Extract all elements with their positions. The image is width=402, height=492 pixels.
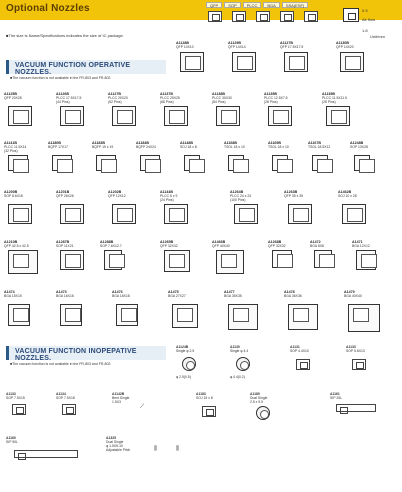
sip-nozzle-shape	[14, 450, 78, 458]
item-desc: SOP 7.5X15	[6, 396, 25, 400]
item-code: A1161	[330, 392, 340, 396]
inop-item-4	[346, 345, 365, 353]
item-desc: SOP 11X21	[56, 244, 74, 248]
item-code: A1127B	[108, 92, 121, 96]
nozzle-shape	[340, 52, 364, 72]
nozzle-item	[56, 190, 108, 228]
package-tabs	[206, 2, 310, 8]
item-code: A1180B	[48, 141, 61, 145]
nozzle-item	[4, 290, 54, 336]
nozzle-shape	[202, 406, 216, 417]
dim-label: φ 2.5(0.5)	[176, 375, 191, 379]
nozzle-item	[176, 41, 228, 79]
nozzle-item	[268, 141, 308, 179]
item-desc: BGA 35X35	[224, 294, 242, 298]
nozzle-shape	[216, 250, 244, 274]
nozzle-item	[308, 141, 348, 179]
item-code: A1471	[352, 240, 363, 244]
item-desc: QFP 20X28	[4, 96, 22, 100]
nozzle-item	[92, 141, 136, 179]
nozzle-shape	[112, 204, 136, 224]
nozzle-shape	[8, 304, 30, 326]
item-desc: BQFP 17X17	[48, 145, 68, 149]
nozzle-icon-plcc	[256, 11, 270, 22]
inop-item-3	[290, 345, 309, 353]
item-code: A1134	[56, 392, 66, 396]
item-code: A1128B	[176, 41, 189, 45]
item-desc: SOJ 15 x 8	[196, 396, 213, 400]
nozzle-shape	[314, 250, 332, 268]
nozzle-item	[352, 240, 398, 278]
item-desc: Dual Single φ 1.5X5-10 Adjustable Pitch	[106, 440, 131, 452]
nozzle-shape	[60, 106, 84, 126]
item-desc: BGA 16X16	[56, 294, 74, 298]
item-desc: PLCC 30X30 (84 Pins)	[212, 96, 232, 104]
item-desc: QFP 42.5 x 42.5	[4, 244, 29, 248]
item-desc: BGA 15X15	[4, 294, 22, 298]
nozzle-item	[4, 240, 56, 278]
item-code: A1479	[344, 290, 355, 294]
item-code: A1210B	[4, 240, 18, 244]
item-code: A1138B	[212, 92, 225, 96]
nozzle-item	[4, 141, 50, 179]
nozzle-shape	[164, 204, 188, 224]
item-code: A1160	[6, 436, 16, 440]
item-code: A1137B	[160, 92, 173, 96]
nozzle-shape	[216, 106, 240, 126]
nozzle-item	[350, 141, 398, 179]
item-code: A1476	[112, 290, 123, 294]
item-code: A1201B	[56, 190, 70, 194]
nozzle-item	[228, 41, 280, 79]
item-code: A1125B	[4, 92, 17, 96]
item-desc: TSOL 18 x 10	[224, 145, 245, 149]
nozzle-item	[322, 92, 374, 130]
dim-label: φ 4.4(0.2)	[230, 375, 245, 379]
item-desc: Single φ 2.5	[176, 349, 195, 353]
nozzle-shape	[116, 304, 138, 326]
nozzle-shape	[180, 52, 204, 72]
nozzle-item	[168, 290, 220, 336]
size-note: ■The size is Name/Specifications indicates the size of IC package.	[6, 33, 124, 38]
item-desc: BGA 18X18	[112, 294, 130, 298]
item-code: A1126B	[56, 92, 69, 96]
operative-sub: ■The vacuum function is not available in the FR-803 and FR-802.	[10, 76, 112, 80]
inop-item-12	[106, 436, 130, 452]
nozzle-item	[224, 141, 268, 179]
item-code: A1189	[250, 392, 260, 396]
item-code: A1287B	[56, 240, 70, 244]
item-code: A1133	[6, 392, 16, 396]
item-desc: PLCC 17.5X17.5 (44 Pins)	[56, 96, 82, 104]
item-desc: SIP 25L	[330, 396, 343, 400]
item-desc: TSOL 18 x 10	[268, 145, 289, 149]
dual-single-nozzle-icon: ⫼	[176, 446, 179, 452]
nozzle-item	[136, 141, 180, 179]
item-desc: SOP 13X28	[350, 145, 368, 149]
nozzle-item	[338, 190, 390, 228]
item-desc: QFP 32X32	[160, 244, 178, 248]
item-code: A1129B	[228, 41, 241, 45]
nozzle-shape	[326, 106, 350, 126]
bent-nozzle-icon: ⟋	[140, 404, 145, 410]
item-desc: SOP 4.4X10	[290, 349, 309, 353]
nozzle-item	[284, 290, 340, 336]
item-code: A1462B	[338, 190, 352, 194]
page-title: Optional Nozzles	[6, 3, 90, 14]
nozzle-shape	[268, 106, 292, 126]
item-code: A1263B	[284, 190, 298, 194]
item-desc: PLCC 24 x 24 (100 Pins)	[230, 194, 252, 202]
item-desc: PLCC 12.5X7.5 (28 Pins)	[264, 96, 288, 104]
nozzle-icon-bga	[280, 11, 294, 22]
nozzle-item	[112, 290, 162, 336]
item-code: A1167B	[308, 141, 321, 145]
item-desc: SOJ 10 x 28	[338, 194, 357, 198]
item-code: A1184B	[136, 141, 149, 145]
nozzle-shape	[348, 304, 380, 332]
item-desc: SOP 5.6X13	[346, 349, 365, 353]
nozzle-item	[56, 290, 106, 336]
nozzle-shape	[234, 204, 258, 224]
dual-nozzle-icon	[256, 406, 270, 420]
title-bar	[0, 0, 402, 20]
item-desc: Dual Single 2.5 x 9.5	[250, 396, 268, 404]
item-code: A1148B	[180, 141, 193, 145]
item-desc: SOP 7.6X12.7	[100, 244, 122, 248]
item-code: A1130B	[336, 41, 349, 45]
nozzle-shape	[228, 304, 258, 330]
item-desc: QFP 12X12	[108, 194, 126, 198]
item-code: A1144B	[160, 190, 173, 194]
legend-top: 0.9	[362, 8, 368, 13]
nozzle-item	[56, 92, 108, 130]
item-desc: BGA 12X12	[352, 244, 370, 248]
item-desc: SOP 7.5X18	[56, 396, 75, 400]
item-code: A1466B	[212, 240, 226, 244]
nozzle-shape	[8, 155, 28, 171]
nozzle-shape	[296, 359, 310, 370]
nozzle-item	[108, 190, 160, 228]
nozzle-shape	[60, 304, 82, 326]
item-code: A1127B	[280, 41, 293, 45]
nozzle-item	[160, 92, 212, 130]
nozzle-shape	[232, 52, 256, 72]
nozzle-shape	[52, 155, 72, 171]
item-desc: SOJ 18 x 8	[180, 145, 197, 149]
item-desc: SIP 50L	[6, 440, 19, 444]
item-code: A1288B	[100, 240, 114, 244]
nozzle-item	[336, 41, 388, 79]
inop-item-11	[6, 436, 18, 444]
nozzle-item	[344, 290, 400, 336]
item-desc: TSOL 18.5X12	[308, 145, 331, 149]
inoperative-band	[6, 346, 166, 360]
item-code: A1268B	[268, 240, 282, 244]
nozzle-shape	[104, 250, 122, 270]
item-desc: QFP 32X32	[268, 244, 286, 248]
item-code: A1133	[346, 345, 356, 349]
nozzle-shape	[62, 404, 76, 415]
nozzle-item	[4, 190, 56, 228]
item-desc: PLCC 20X20 (52 Pins)	[108, 96, 128, 104]
item-code: A1264B	[230, 190, 244, 194]
item-code: A1477	[224, 290, 235, 294]
nozzle-icon-qfp	[208, 11, 222, 22]
inop-item-10	[330, 392, 342, 400]
item-code: A1475	[168, 290, 179, 294]
inop-item-8	[196, 392, 213, 400]
nozzle-shape	[60, 204, 84, 224]
sip-nozzle-shape	[336, 404, 376, 412]
inop-item-5	[6, 392, 25, 400]
item-desc: PLCC 6 x 9 (24 Pins)	[160, 194, 178, 202]
item-code: A1141B	[4, 141, 17, 145]
nozzle-item	[100, 240, 152, 278]
tab-ssa: SSA(ESF)	[282, 2, 308, 8]
item-desc: BQFP 24X24	[136, 145, 156, 149]
operative-band	[6, 60, 166, 74]
nozzle-item	[280, 41, 332, 79]
single-nozzle-icon	[182, 357, 196, 371]
nozzle-shape	[184, 155, 200, 171]
item-code: A1248B	[350, 141, 364, 145]
item-code: A1478	[284, 290, 295, 294]
nozzle-item	[212, 240, 264, 278]
nozzle-shape	[96, 155, 116, 171]
item-desc: PLCC 11.5X14 (32 Pins)	[4, 145, 27, 153]
item-desc: BGA 27X27	[168, 294, 186, 298]
item-desc: BQFP 19 x 19	[92, 145, 114, 149]
item-code: A1183	[196, 392, 206, 396]
tab-qfp: QFP	[206, 2, 222, 8]
nozzle-shape	[172, 304, 198, 328]
nozzle-item	[108, 92, 160, 130]
item-desc: QFP 26X26	[56, 194, 74, 198]
item-code: A1325	[106, 436, 116, 440]
inop-item-6	[56, 392, 75, 400]
item-desc: BGA 8X8	[310, 244, 324, 248]
inoperative-sub: ■The vacuum function is not available in the FR-803 and FR-802.	[10, 362, 112, 366]
item-code: A1131	[290, 345, 300, 349]
nozzle-item	[160, 190, 212, 228]
legend-right: Air flow	[362, 17, 376, 22]
item-desc: QFP 40X40	[212, 244, 230, 248]
tab-sop: SOP	[224, 2, 240, 8]
inop-item-7	[112, 392, 129, 404]
item-desc: QFP 10X10	[176, 45, 194, 49]
nozzle-shape	[8, 204, 32, 224]
nozzle-shape	[60, 250, 84, 270]
nozzle-item	[230, 190, 282, 228]
nozzle-shape	[312, 155, 328, 171]
inop-item-9	[250, 392, 267, 404]
item-code: A1139B	[264, 92, 277, 96]
item-code: A1169B	[268, 141, 281, 145]
item-code: A1265B	[160, 240, 174, 244]
item-code: A1472	[310, 240, 321, 244]
item-desc: QFP 35 x 35	[284, 194, 303, 198]
nozzle-shape	[164, 106, 188, 126]
nozzle-shape	[356, 250, 376, 270]
single-nozzle-icon	[236, 357, 250, 371]
nozzle-item	[224, 290, 280, 336]
nozzle-shape	[8, 250, 38, 274]
dual-single-nozzle-icon: ⫼	[154, 446, 157, 452]
item-desc: QFP 14X20	[336, 45, 354, 49]
item-desc: QFP 17.5X17.5	[280, 45, 304, 49]
nozzle-shape	[354, 155, 370, 171]
nozzle-shape	[342, 204, 366, 224]
nozzle-shape	[112, 106, 136, 126]
nozzle-icon-sop	[232, 11, 246, 22]
nozzle-shape	[164, 250, 190, 272]
operative-title: VACUUM FUNCTION OPERATIVE NOZZLES.	[15, 62, 131, 76]
legend-diagram	[343, 8, 359, 22]
item-desc: PLCC 11.5X11.5 (28 Pins)	[322, 96, 347, 104]
nozzle-icon-ssa	[304, 11, 318, 22]
nozzle-item	[4, 92, 56, 130]
item-desc: Single φ 4.4	[230, 349, 249, 353]
nozzle-shape	[288, 304, 318, 330]
nozzle-shape	[8, 106, 32, 126]
nozzle-shape	[284, 52, 308, 72]
legend-bottom: 1.8	[362, 28, 368, 33]
item-desc: SOP 8.6X18	[4, 194, 23, 198]
item-code: A1142B	[112, 392, 125, 396]
item-code: A1473	[56, 290, 67, 294]
item-code: A1130	[230, 345, 240, 349]
tab-plcc: PLCC	[243, 2, 262, 8]
item-desc: Bent Single 1.5X3	[112, 396, 130, 404]
tab-bga: BGA	[263, 2, 279, 8]
item-desc: PLCC 25X25 (68 Pins)	[160, 96, 180, 104]
nozzle-shape	[272, 250, 292, 268]
nozzle-item	[160, 240, 212, 278]
item-code: A1168B	[224, 141, 237, 145]
inop-item-1	[176, 345, 194, 353]
nozzle-item	[310, 240, 354, 278]
nozzle-shape	[12, 404, 26, 415]
item-code: A1183B	[92, 141, 105, 145]
nozzle-item	[48, 141, 92, 179]
inop-item-2	[230, 345, 248, 353]
item-code: A1139B	[322, 92, 335, 96]
nozzle-shape	[228, 155, 244, 171]
item-desc: QFP 14X14	[228, 45, 246, 49]
nozzle-item	[284, 190, 336, 228]
item-code: A1202B	[108, 190, 122, 194]
legend-unit: Unit/mm	[370, 34, 385, 39]
item-desc: BGA 40X40	[344, 294, 362, 298]
nozzle-item	[264, 92, 316, 130]
item-code: A1124B	[176, 345, 189, 349]
nozzle-shape	[140, 155, 160, 171]
item-code: A1200B	[4, 190, 18, 194]
nozzle-shape	[288, 204, 312, 224]
inoperative-title: VACUUM FUNCTION INOPEPATIVE NOZZLES.	[15, 348, 137, 362]
nozzle-shape	[272, 155, 288, 171]
item-desc: BGA 36X36	[284, 294, 302, 298]
nozzle-item	[212, 92, 264, 130]
nozzle-item	[180, 141, 224, 179]
item-code: A1474	[4, 290, 15, 294]
nozzle-shape	[352, 359, 366, 370]
